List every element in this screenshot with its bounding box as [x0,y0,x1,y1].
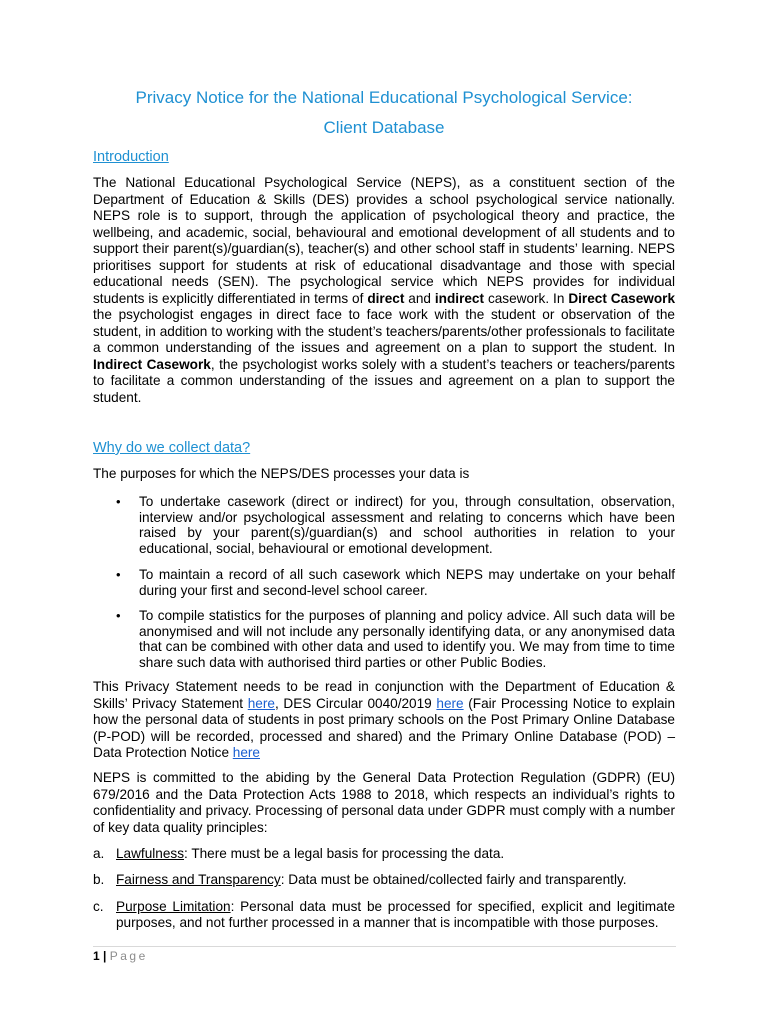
why-collect-heading: Why do we collect data? [93,440,251,456]
gdpr-paragraph: NEPS is committed to the abiding by the General Data Protection Regulation (GDPR) (EU) 679/2016 and the Data Protection Acts 1988 to 2018, which respects an individual’s rights to confidentiality and privacy. Processing of personal data under GDPR must comply with a number of key data quality principles: [93,770,675,835]
document-title-line-1: Privacy Notice for the National Educational Psychological Service: [135,88,633,107]
bullet-icon: • [116,494,121,509]
intro-text-2: casework. In [484,290,569,306]
principle-label: b. [93,872,105,887]
conj-text-3: (Fair Processing Notice to explain how the personal data of students in post primary schools on the Post Primary Online Database (P-POD) will be recorded, processed and shared) and the Primary Online Database (POD) – Data Protection Notice [93,695,676,760]
principle-label: a. [93,846,105,861]
bullet-icon: • [116,567,121,582]
principle-text [116,872,675,888]
intro-text-1: The National Educational Psychological Service (NEPS), as a constituent section of the Department of Education & Skills (DES) provides a school psychological service nationally. NEPS role is to support, through the application of psychological theory and practice, the wellbeing, and academic, social, behavioural and emotional development of all students and to support their parent(s)/guardian(s), teacher(s) and other school staff in students’ learning. NEPS prioritises support for students at risk of educational disadvantage and those with special educational needs (SEN). The psychological service which NEPS provides for individual students is explicitly differentiated in terms of [93,175,675,306]
intro-bold-indirect-casework: Indirect Casework [93,356,211,372]
principle-description: : There must be a legal basis for processing the data. [184,846,505,861]
purpose-bullet-3: To compile statistics for the purposes of planning and policy advice. All such data will be anonymised and will not include any personally identifying data, or any anonymised data that can be combined with other data and used to identify you. We may from time to time share such data with authorised third parties or other Public Bodies. [139,608,675,670]
page-separator: | [99,949,110,963]
conj-text-2: , DES Circular 0040/2019 [274,695,437,711]
intro-bold-direct-casework: Direct Casework [568,290,676,306]
intro-text-4: , the psychologist works solely with a student’s teachers or teachers/parents to facilitate a common understanding of the issues and agreement on a plan to support the student. [93,356,675,405]
page-number: 1 [93,949,100,963]
footer-divider [93,946,676,947]
intro-bold-indirect: indirect [434,290,485,306]
document-title-line-2: Client Database [323,118,445,137]
privacy-statement-link[interactable]: here [247,695,275,711]
conj-text-1: This Privacy Statement needs to be read in conjunction with the Department of Education & Skills’ Privacy Statement [93,679,675,711]
intro-text-3: the psychologist engages in direct face to face work with the student or observation of the student, in addition to working with the student’s teachers/parents/other professionals to facilitate a common understanding of the issues and agreement on a plan to support the student. In [93,307,675,355]
intro-bold-direct: direct [367,290,405,306]
principle-description: : Data must be obtained/collected fairly and transparently. [280,872,627,887]
purpose-bullet-2: To maintain a record of all such casework which NEPS may undertake on your behalf during your first and second-level school career. [139,567,675,598]
principle-term: Lawfulness [116,846,185,861]
bullet-icon: • [116,608,121,623]
principle-description: : Personal data must be processed for specified, explicit and legitimate purposes, and not further processed in a manner that is incompatible with those purposes. [116,899,676,930]
principle-text [116,846,675,862]
intro-text-and: and [404,290,435,306]
principle-text [116,899,675,930]
introduction-paragraph [93,175,675,406]
conjunction-paragraph [93,679,675,762]
pod-notice-link[interactable]: here [232,745,260,760]
des-circular-link[interactable]: here [436,695,464,711]
principle-term: Fairness and Transparency [116,872,281,887]
page-footer [93,949,148,963]
principle-term: Purpose Limitation [116,899,231,914]
introduction-heading: Introduction [93,149,169,165]
purposes-lead: The purposes for which the NEPS/DES processes your data is [93,466,470,481]
principle-label: c. [93,899,104,914]
purpose-bullet-1: To undertake casework (direct or indirect) for you, through consultation, observation, interview and/or psychological assessment and relating to concerns which have been raised by your parent(s)/guardian(s) and school authorities in relation to your educational, social, behavioural or emotional development. [139,494,675,556]
page-word: Page [109,949,148,963]
